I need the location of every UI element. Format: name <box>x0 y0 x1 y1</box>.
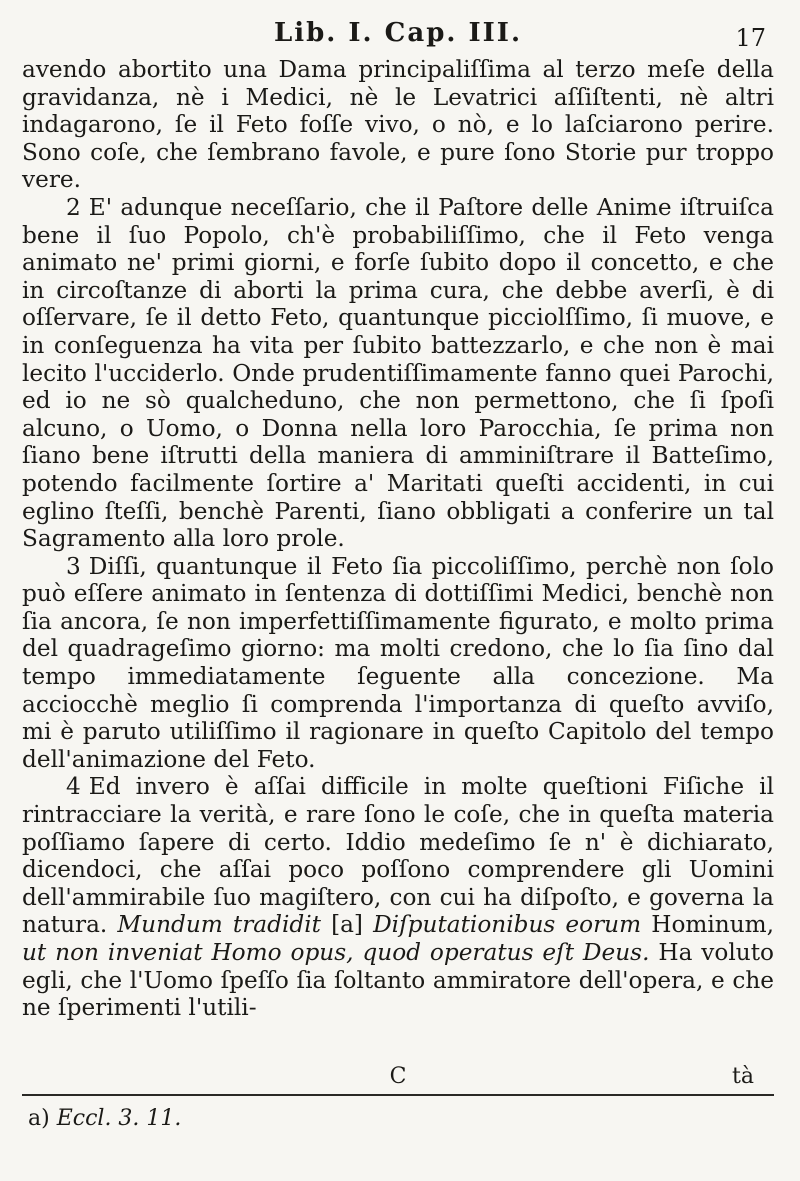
running-head: Lib. I. Cap. III. <box>273 18 523 48</box>
paragraph-number: 2 <box>66 193 81 221</box>
latin-quote: ut non inveniat Homo opus, quod operatus eſt Deus. <box>22 939 650 966</box>
paragraph-3 <box>22 553 774 774</box>
body-text <box>22 56 774 1022</box>
latin-quote: Mundum tradidit <box>117 911 321 939</box>
paragraph-2 <box>22 194 774 553</box>
footnote-citation: Eccl. 3. 11. <box>56 1106 182 1131</box>
footnote-rule <box>22 1094 774 1096</box>
paragraph-text: Diſſi, quantunque il Feto ſia piccoliſſimo, perchè non ſolo può eſſere animato in ſentenza di dottiſſimi Medici, benchè non ſia ancora, ſe non imperfettiſſimamente figurato, e molto prima del quadrageſimo giorno: ma molti credono, che lo ſia ſino dal tempo immediatamente ſeguente alla concezione. Ma acciocchè meglio ſi comprenda l'importanza di queſto avviſo, mi è paruto utiliſſimo il ragionare in queſto Capitolo del tempo dell'animazione del Feto. <box>22 552 774 773</box>
signature-mark: C <box>389 1064 407 1089</box>
footnote-mark: a) <box>28 1106 50 1131</box>
paragraph-number: 3 <box>66 552 81 580</box>
catchword: tà <box>732 1064 754 1089</box>
book-page <box>22 18 775 1131</box>
latin-quote: Diſputationibus eorum <box>373 911 642 939</box>
page-header <box>22 18 774 58</box>
paragraph-continuation <box>22 56 774 194</box>
paragraph-text: Hominum, <box>651 911 775 939</box>
page-number: 17 <box>735 24 766 52</box>
footnote <box>28 1106 181 1131</box>
paragraph-text: Ed invero è aſſai difficile in molte queſtioni Fiſiche il rintracciare la verità, e rare ſono le coſe, che in queſta materia poſſiamo ſapere di certo. Iddio medeſimo ſe n' è dichiarato, dicendoci, che aſſai poco poſſono comprendere gli Uomini dell'ammirabile ſuo magiſtero, con cui ha diſpoſto, e governa la natura. <box>22 773 774 939</box>
paragraph-4 <box>22 773 774 1021</box>
paragraph-number: 4 <box>66 773 81 801</box>
paragraph-text: avendo abortito una Dama principaliſſima al terzo meſe della gravidanza, nè i Medici, nè le Levatrici aſſiſtenti, nè altri indagarono, ſe il Feto foſſe vivo, o nò, e lo laſciarono perire. Sono coſe, che ſembrano favole, e pure ſono Storie pur troppo vere. <box>22 56 774 194</box>
paragraph-text: E' adunque neceſſario, che il Paſtore delle Anime iſtruiſca bene il ſuo Popolo, ch'è probabiliſſimo, che il Feto venga animato ne' primi giorni, e forſe ſubito dopo il concetto, e che in circoſtanze di aborti la prima cura, che debbe averſi, è di oſſervare, ſe il detto Feto, quantunque picciolſſimo, ſi muove, e in conſeguenza ha vita per ſubito battezzarlo, e che non è mai lecito l'ucciderlo. Onde prudentiſſimamente fanno quei Parochi, ed io ne sò qualcheduno, che non permettono, che ſi ſpoſi alcuno, o Uomo, o Donna nella loro Parocchia, ſe prima non ſiano bene iſtrutti della maniera di amminiſtrare il Batteſimo, potendo facilmente ſortire a' Maritati queſti accidenti, in cui eglino ſteſſi, benchè Parenti, ſiano obbligati a conferire un tal Sagramento alla loro prole. <box>22 193 774 553</box>
paragraph-text: Ha voluto egli, che l'Uomo ſpeſſo ſia ſoltanto ammiratore dell'opera, e che ne ſperimenti l'utili- <box>22 939 774 1022</box>
footnote-reference: [a] <box>331 911 363 939</box>
